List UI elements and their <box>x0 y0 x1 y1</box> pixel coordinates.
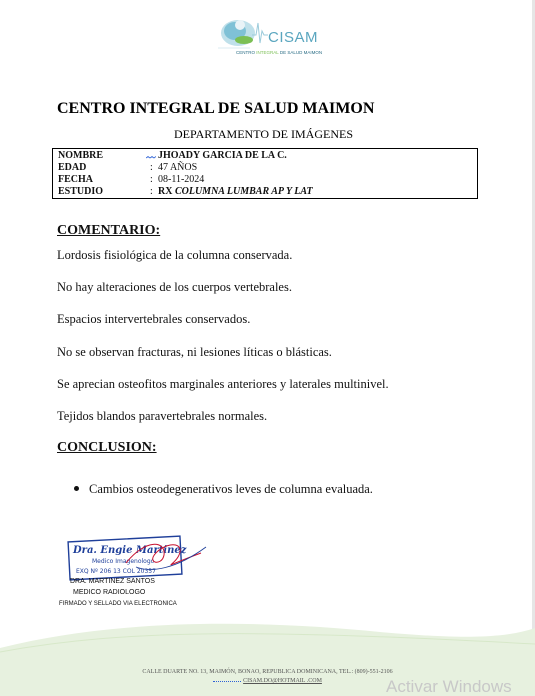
age-label: EDAD <box>58 162 87 173</box>
comment-line: Espacios intervertebrales conservados. <box>57 312 251 326</box>
date-value: 08-11-2024 <box>158 174 205 185</box>
signature-stamp-graphic <box>66 533 216 583</box>
seal-note: FIRMADO Y SELLADO VIA ELECTRONICA <box>59 601 177 607</box>
document-title: CENTRO INTEGRAL DE SALUD MAIMON <box>57 100 375 117</box>
comment-line: No hay alteraciones de los cuerpos vertebrales. <box>57 280 292 294</box>
stamp-role-text: Medico Imagenologo <box>92 558 155 565</box>
comment-line: No se observan fracturas, ni lesiones líticas o blásticas. <box>57 345 332 359</box>
footer-address: CALLE DUARTE NO. 13, MAIMÓN, BONAO, REPUBLICA DOMINICANA, TEL.: (809)-551-2106 <box>142 669 393 675</box>
patient-info-box <box>52 148 478 199</box>
conclusion-heading: CONCLUSION: <box>57 440 157 455</box>
comment-line: Tejidos blandos paravertebrales normales. <box>57 409 268 423</box>
logo-subtitle <box>236 50 322 55</box>
spellcheck-squiggle-icon <box>146 156 156 159</box>
logo-name: CISAM <box>268 29 319 46</box>
stamp-exq-text: EXQ Nº 206 13 COL 20357 <box>76 568 156 575</box>
footer-email: CISAM.DO@HOTMAIL .COM <box>243 678 322 684</box>
study-value <box>158 186 313 197</box>
activation-watermark: Activar Windows <box>386 677 512 696</box>
department-name: DEPARTAMENTO DE IMÁGENES <box>174 127 353 141</box>
spellcheck-underline-icon <box>213 681 241 682</box>
study-prefix: RX <box>158 186 175 197</box>
comment-line: Lordosis fisiológica de la columna conservada. <box>57 248 293 262</box>
stamp-name-text: Dra. Engie Martinez <box>73 545 187 556</box>
comment-heading: COMENTARIO: <box>57 223 161 238</box>
cisam-logo <box>216 13 336 61</box>
name-label: NOMBRE <box>58 150 103 161</box>
date-colon: : <box>150 174 153 185</box>
bullet-icon <box>74 486 79 491</box>
name-value: JHOADY GARCIA DE LA C. <box>158 150 287 161</box>
age-value: 47 AÑOS <box>158 162 198 173</box>
doctor-name: DRA. MARTINEZ SANTOS <box>70 578 155 585</box>
logo-sub-part1: CENTRO <box>236 50 257 55</box>
study-name: COLUMNA LUMBAR AP Y LAT <box>174 186 313 197</box>
comment-line: Se aprecian osteofitos marginales anteriores y laterales multinivel. <box>57 377 389 391</box>
age-colon: : <box>150 162 153 173</box>
logo-sub-part2: DE SALUD MAIMON <box>278 50 323 55</box>
study-label: ESTUDIO <box>58 186 104 197</box>
date-label: FECHA <box>58 174 93 185</box>
logo-sub-accent: INTEGRAL <box>256 50 279 55</box>
study-colon: : <box>150 186 153 197</box>
doctor-role: MEDICO RADIOLOGO <box>73 589 146 596</box>
conclusion-item: Cambios osteodegenerativos leves de columna evaluada. <box>89 482 373 496</box>
